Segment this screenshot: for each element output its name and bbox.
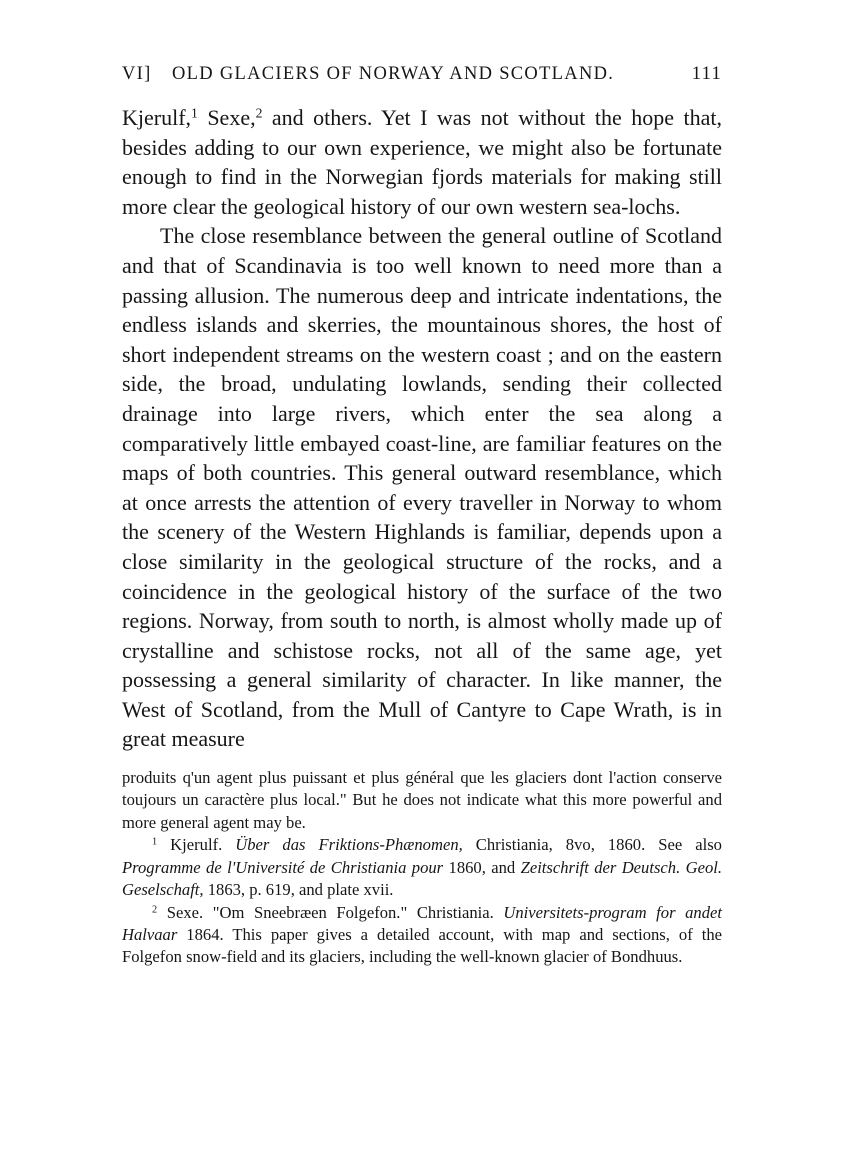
footnote-1-title-3: Zeitschrift der Deutsch. Geol. Geselschaft, xyxy=(122,857,723,900)
main-text xyxy=(122,103,722,754)
paragraph-1-part-b: Sexe, xyxy=(197,105,256,130)
footnote-1 xyxy=(122,834,722,901)
footnote-1-title-2: Programme de l'Université de Christiania pour xyxy=(122,857,444,877)
footnote-1-part-a: Kjerulf. xyxy=(157,835,236,855)
footnote-1-title-1: Über das Friktions-Phænomen, xyxy=(235,835,463,855)
footnote-continued: produits q'un agent plus puissant et plus général que les glaciers dont l'action conserve toujours un caractère plus local." But he does not indicate what this more powerful and more general agent may be. xyxy=(122,768,722,832)
footnote-ref-1: 1 xyxy=(191,105,198,121)
running-title: OLD GLACIERS OF NORWAY AND SCOTLAND. xyxy=(172,64,615,84)
footnote-2-marker: 2 xyxy=(152,903,158,915)
footnote-1-part-c: Christiania, 8vo, 1860. See also xyxy=(462,835,722,855)
footnote-2-part-c: 1864. This paper gives a detailed account, with map and sections, of the Folgefon snow-field and its glaciers, including the well-known glacier of Bondhuus. xyxy=(122,924,722,967)
paragraph-1-part-c: and others. Yet I was not without the hope that, besides adding to our own experience, we might also be fortunate enough to find in the Norwegian fjords materials for making still more clear the geological history of our own western sea-lochs. xyxy=(122,105,722,219)
footnote-2-title: Universitets-program for andet Halvaar xyxy=(122,902,722,944)
running-head xyxy=(122,58,722,90)
chapter-number: VI] xyxy=(122,64,152,84)
paragraph-2: The close resemblance between the general outline of Scotland and that of Scandinavia is too well known to need more than a passing allusion. The numerous deep and intricate indentations, the endless islands and skerries, the mountainous shores, the host of short independent streams on the western coast ; and on the eastern side, the broad, undulating lowlands, sending their collected drainage into large rivers, which enter the sea along a comparatively little embayed coast-line, are familiar features on the maps of both countries. This general outward resemblance, which at once arrests the attention of every traveller in Norway to whom the scenery of the Western Highlands is familiar, depends upon a close similarity in the geological structure of the rocks, and a coincidence in the geological history of the surface of the two regions. Norway, from south to north, is almost wholly made up of crystalline and schistose rocks, not all of the same age, yet possessing a general similarity of character. In like manner, the West of Scotland, from the Mull of Cantyre to Cape Wrath, is in great measure xyxy=(122,223,722,752)
footnote-1-part-g: 1863, p. 619, and plate xvii. xyxy=(203,880,394,900)
footnote-2-part-a: Sexe. "Om Sneebræen Folgefon." Christiania. xyxy=(157,902,504,922)
paragraph-1-part-a: Kjerulf, xyxy=(122,105,192,130)
footnote-1-part-e: 1860, and xyxy=(443,857,521,877)
footnote-ref-2: 2 xyxy=(255,105,263,121)
footnote-2 xyxy=(122,902,722,969)
footnotes xyxy=(122,767,722,969)
footnote-1-marker: 1 xyxy=(152,836,158,848)
page-number: 111 xyxy=(691,64,722,84)
book-page xyxy=(122,58,722,969)
paragraph-1 xyxy=(122,103,722,221)
